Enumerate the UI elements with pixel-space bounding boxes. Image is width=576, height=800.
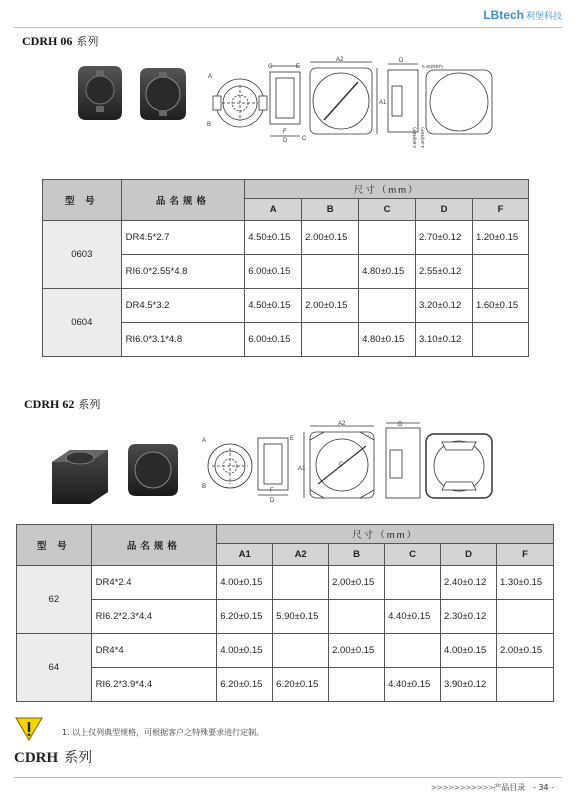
spec-cell: DR4*4: [91, 634, 217, 668]
label-g: G: [268, 64, 273, 70]
col-header: C: [359, 199, 416, 221]
table-row: [17, 566, 554, 600]
value-cell: 1.60±0.15: [472, 289, 528, 323]
footer: [431, 782, 554, 793]
spec-cell: RI6.2*2.3*4.4: [91, 600, 217, 634]
spec-cell: RI6.2*3.9*4.4: [91, 668, 217, 702]
col-header: F: [496, 544, 553, 566]
value-cell: 4.50±0.15: [245, 289, 302, 323]
value-cell: 6.00±0.15: [245, 323, 302, 357]
section1-dimension-drawing: [204, 56, 504, 148]
spec-cell: RI6.0*3.1*4.8: [121, 323, 245, 357]
value-cell: [496, 600, 553, 634]
label-c: C: [339, 462, 344, 468]
model-cell: 0604: [43, 289, 122, 357]
label-d: D: [283, 138, 288, 144]
value-cell: 4.00±0.15: [217, 566, 273, 600]
section1-title-text: CDRH 06: [22, 34, 73, 48]
section2-title: [24, 396, 100, 412]
col-header: A: [245, 199, 302, 221]
label-e: E: [290, 436, 295, 442]
spec-cell: DR4.5*2.7: [121, 221, 245, 255]
value-cell: 6.00±0.15: [245, 255, 302, 289]
value-cell: 2.30±0.12: [441, 600, 497, 634]
value-cell: 2.40±0.12: [441, 566, 497, 600]
value-cell: 2.55±0.12: [416, 255, 473, 289]
section2-title-cn: 系列: [78, 398, 101, 411]
value-cell: 4.00±0.15: [217, 634, 273, 668]
table-row: [17, 668, 554, 702]
logo-cn-text: 利堡科技: [525, 11, 562, 21]
col-header: A1: [217, 544, 273, 566]
value-cell: 1.30±0.15: [496, 566, 553, 600]
value-cell: 2.00±0.15: [496, 634, 553, 668]
label-a: A: [208, 74, 213, 80]
value-cell: [385, 634, 441, 668]
value-cell: 2.70±0.12: [416, 221, 473, 255]
value-cell: 4.80±0.15: [359, 255, 416, 289]
value-cell: 2.00±0.15: [302, 289, 359, 323]
label-a2: A2: [336, 57, 344, 63]
value-cell: 2.00±0.15: [329, 634, 385, 668]
value-cell: 4.00±0.15: [441, 634, 497, 668]
header-dims: 尺寸（mm）: [217, 525, 554, 544]
value-cell: 3.20±0.12: [416, 289, 473, 323]
value-cell: [472, 255, 528, 289]
header-model: 型 号: [17, 525, 92, 566]
value-cell: 4.50±0.15: [245, 221, 302, 255]
label-ref3: 4.40(REF): [420, 127, 425, 148]
header-spec: 品名规格: [121, 180, 245, 221]
label-f: F: [283, 129, 287, 135]
value-cell: [359, 221, 416, 255]
value-cell: 4.80±0.15: [359, 323, 416, 357]
label-a2: A2: [338, 421, 346, 427]
section1-spec-table: [42, 179, 529, 357]
header-model: 型 号: [43, 180, 122, 221]
value-cell: [359, 289, 416, 323]
section2-title-text: CDRH 62: [24, 397, 75, 411]
value-cell: 5.90±0.15: [273, 600, 329, 634]
value-cell: [329, 668, 385, 702]
section2-product-photo: [46, 436, 196, 510]
header-spec: 品名规格: [91, 525, 217, 566]
spec-cell: DR4*2.4: [91, 566, 217, 600]
footer-label: 产品目录: [493, 783, 526, 792]
value-cell: [329, 600, 385, 634]
value-cell: 4.40±0.15: [385, 668, 441, 702]
table-row: [17, 634, 554, 668]
value-cell: [472, 323, 528, 357]
header-rule: [14, 27, 562, 28]
value-cell: 4.40±0.15: [385, 600, 441, 634]
value-cell: 2.00±0.15: [329, 566, 385, 600]
header-dims: 尺寸（mm）: [245, 180, 529, 199]
value-cell: 3.90±0.12: [441, 668, 497, 702]
col-header: B: [329, 544, 385, 566]
section2-dimension-drawing: [198, 420, 498, 506]
spec-cell: DR4.5*3.2: [121, 289, 245, 323]
col-header: A2: [273, 544, 329, 566]
label-d: D: [270, 498, 275, 504]
table-row: [17, 600, 554, 634]
bottom-title-cn: 系列: [64, 750, 93, 766]
value-cell: [385, 566, 441, 600]
label-a: A: [202, 438, 207, 444]
value-cell: [273, 566, 329, 600]
section1-title: [22, 33, 98, 49]
brand-logo: [483, 8, 562, 22]
value-cell: 6.20±0.15: [273, 668, 329, 702]
table-row: [43, 289, 529, 323]
warning-icon: [14, 716, 44, 742]
label-a1: A1: [298, 466, 306, 472]
bottom-title-text: CDRH: [14, 750, 59, 766]
label-b: B: [202, 484, 207, 490]
value-cell: 3.10±0.12: [416, 323, 473, 357]
value-cell: 1.20±0.15: [472, 221, 528, 255]
page-number: - 34 -: [532, 783, 554, 792]
label-c: C: [302, 136, 307, 142]
footer-arrows: >>>>>>>>>>>: [430, 783, 494, 792]
value-cell: [273, 634, 329, 668]
label-ref2: 2.60(REF): [412, 127, 417, 148]
model-cell: 64: [17, 634, 92, 702]
label-b: B: [207, 122, 212, 128]
label-ref1: 0.46(REF): [422, 64, 443, 69]
section2-spec-table: [16, 524, 554, 702]
model-cell: 62: [17, 566, 92, 634]
note-text: 1. 以上仅列典型规格，可根据客户之特殊要求进行定制。: [62, 728, 265, 737]
model-cell: 0603: [43, 221, 122, 289]
value-cell: 2.00±0.15: [302, 221, 359, 255]
label-f: F: [270, 488, 274, 494]
bottom-series-title: [14, 747, 92, 767]
col-header: D: [441, 544, 497, 566]
section1-title-cn: 系列: [76, 35, 99, 48]
col-header: D: [416, 199, 473, 221]
col-header: F: [472, 199, 528, 221]
col-header: B: [302, 199, 359, 221]
value-cell: [302, 323, 359, 357]
label-a1: A1: [379, 100, 387, 106]
footer-rule: [14, 777, 562, 778]
table-row: [43, 221, 529, 255]
label-d2: D: [399, 58, 404, 64]
col-header: C: [385, 544, 441, 566]
label-d2: D: [398, 422, 403, 428]
logo-text: LBtech: [483, 8, 524, 22]
value-cell: 6.20±0.15: [217, 600, 273, 634]
section1-product-photo: [70, 62, 200, 132]
value-cell: [496, 668, 553, 702]
spec-cell: RI6.0*2.55*4.8: [121, 255, 245, 289]
value-cell: [302, 255, 359, 289]
label-e: E: [296, 64, 301, 70]
value-cell: 6.20±0.15: [217, 668, 273, 702]
